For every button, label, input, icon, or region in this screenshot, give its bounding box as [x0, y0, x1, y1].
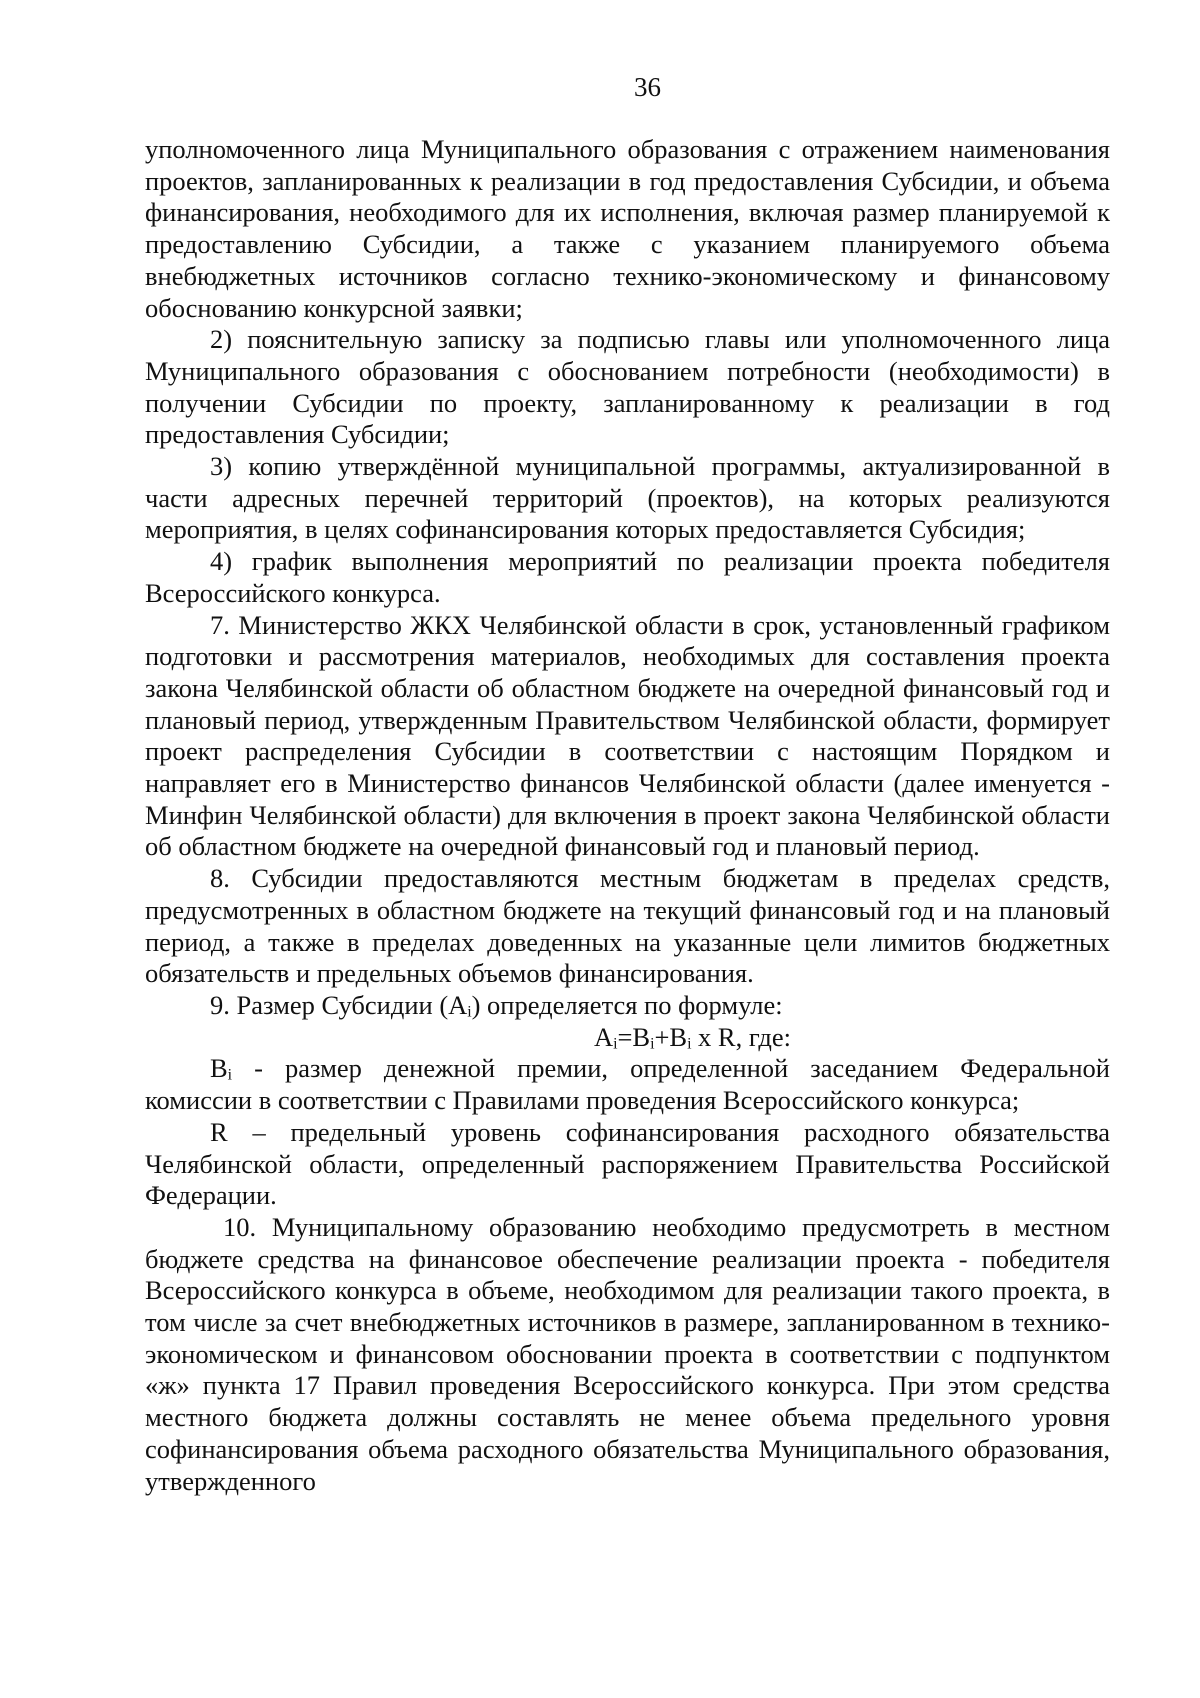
paragraph-clause-8: 8. Субсидии предоставляются местным бюджетам в пределах средств, предусмотренных в областном бюджете на текущий финансовый год и на плановый период, а также в пределах доведенных на указанные цели лимитов бюджетных обязательств и предельных объемов финансирования. — [145, 863, 1110, 989]
paragraph-item-3: 3) копию утверждённой муниципальной программы, актуализированной в части адресных перечней территорий (проектов), на которых реализуются мероприятия, в целях софинансирования которых предоставляется Субсидия; — [145, 451, 1110, 545]
paragraph-item-2: 2) пояснительную записку за подписью главы или уполномоченного лица Муниципального образования с обоснованием потребности (необходимости) в получении Субсидии по проекту, запланированному к реализации в год предоставления Субсидии; — [145, 324, 1110, 450]
paragraph-definition-b: Bᵢ - размер денежной премии, определенной заседанием Федеральной комиссии в соответствии с Правилами проведения Всероссийского конкурса; — [145, 1053, 1110, 1116]
paragraph-item-4: 4) график выполнения мероприятий по реализации проекта победителя Всероссийского конкурса. — [145, 546, 1110, 608]
subsidy-formula: Aᵢ=Bᵢ+Bᵢ x R, где: — [594, 1021, 791, 1052]
paragraph-clause-9: 9. Размер Субсидии (Aᵢ) определяется по формуле: — [210, 989, 783, 1020]
document-body — [145, 134, 1110, 1497]
page-number: 36 — [634, 72, 661, 102]
paragraph-continuation: уполномоченного лица Муниципального образования с отражением наименования проектов, запланированных к реализации в год предоставления Субсидии, и объема финансирования, необходимого для их исполнения, включая размер планируемой к предоставлению Субсидии, а также с указанием планируемого объема внебюджетных источников согласно технико-экономическому и финансовому обоснованию конкурсной заявки; — [145, 134, 1110, 323]
paragraph-definition-r: R – предельный уровень софинансирования расходного обязательства Челябинской области, определенный распоряжением Правительства Российской Федерации. — [145, 1116, 1110, 1211]
paragraph-clause-10: 10. Муниципальному образованию необходимо предусмотреть в местном бюджете средства на финансовое обеспечение реализации проекта - победителя Всероссийского конкурса в объеме, необходимом для реализации такого проекта, в том числе за счет внебюджетных источников в размере, запланированном в технико-экономическом и финансовом обосновании проекта в соответствии с подпунктом «ж» пункта 17 Правил проведения Всероссийского конкурса. При этом средства местного бюджета должны составлять не менее объема предельного уровня софинансирования объема расходного обязательства Муниципального образования, утвержденного — [145, 1211, 1110, 1496]
paragraph-clause-7: 7. Министерство ЖКХ Челябинской области в срок, установленный графиком подготовки и рассмотрения материалов, необходимых для составления проекта закона Челябинской области об областном бюджете на очередной финансовый год и плановый период, утвержденным Правительством Челябинской области, формирует проект распределения Субсидии в соответствии с настоящим Порядком и направляет его в Министерство финансов Челябинской области (далее именуется - Минфин Челябинской области) для включения в проект закона Челябинской области об областном бюджете на очередной финансовый год и плановый период. — [145, 609, 1110, 862]
